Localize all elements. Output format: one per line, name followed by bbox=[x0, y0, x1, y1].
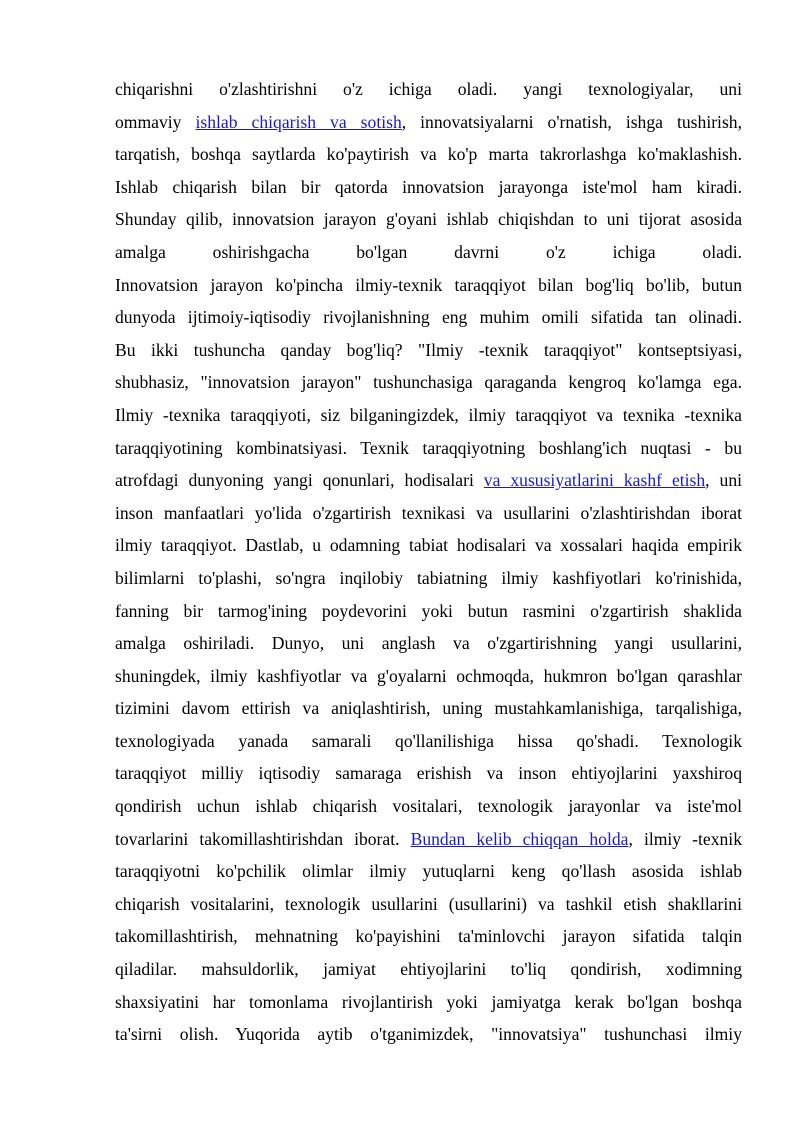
text-line bbox=[115, 334, 742, 367]
text-run: chiqarish vositalarini, texnologik usullarini (usullarini) va tashkil etish shakllarini bbox=[115, 893, 742, 914]
text-run: takomillashtirish, mehnatning ko'payishini ta'minlovchi jarayon sifatida talqin bbox=[115, 926, 742, 947]
text-line bbox=[115, 986, 742, 1019]
text-line bbox=[115, 301, 742, 334]
text-run: taraqqiyotining kombinatsiyasi. Texnik taraqqiyotning boshlang'ich nuqtasi - bu bbox=[115, 437, 742, 458]
text-line bbox=[115, 920, 742, 953]
text-run: taraqqiyot milliy iqtisodiy samaraga erishish va inson ehtiyojlarini yaxshiroq bbox=[115, 763, 742, 784]
text-run: ommaviy bbox=[115, 111, 196, 132]
text-run: taraqqiyotni ko'pchilik olimlar ilmiy yutuqlarni keng qo'llash asosida ishlab bbox=[115, 861, 742, 882]
text-run: Ishlab chiqarish bilan bir qatorda innovatsion jarayonga iste'mol ham kiradi. bbox=[115, 176, 742, 197]
hyperlink[interactable]: ishlab chiqarish va sotish bbox=[195, 111, 402, 132]
text-line bbox=[115, 171, 742, 204]
text-line bbox=[115, 888, 742, 921]
text-run: shuningdek, ilmiy kashfiyotlar va g'oyalarni ochmoqda, hukmron bo'lgan qarashlar bbox=[115, 665, 742, 686]
text-line bbox=[115, 725, 742, 758]
text-run: tovarlarini takomillashtirishdan iborat. bbox=[115, 828, 411, 849]
text-run: bilimlarni to'plashi, so'ngra inqilobiy tabiatning ilmiy kashfiyotlari ko'rinishida, bbox=[115, 567, 742, 588]
text-line bbox=[115, 366, 742, 399]
text-run: shubhasiz, "innovatsion jarayon" tushunchasiga qaraganda kengroq ko'lamga ega. bbox=[115, 372, 742, 393]
text-line bbox=[115, 823, 742, 856]
text-line bbox=[115, 432, 742, 465]
text-line bbox=[115, 855, 742, 888]
text-run: atrofdagi dunyoning yangi qonunlari, hodisalari bbox=[115, 470, 484, 491]
text-run: amalga oshiriladi. Dunyo, uni anglash va o'zgartirishning yangi usullarini, bbox=[115, 633, 742, 654]
text-run: Bu ikki tushuncha qanday bog'liq? "Ilmiy -texnik taraqqiyot" kontseptsiyasi, bbox=[115, 339, 742, 360]
text-line bbox=[115, 236, 742, 269]
text-run: , innovatsiyalarni o'rnatish, ishga tushirish, bbox=[401, 111, 742, 132]
text-run: dunyoda ijtimoiy-iqtisodiy rivojlanishning eng muhim omili sifatida tan olinadi. bbox=[115, 307, 742, 328]
text-line bbox=[115, 1018, 742, 1051]
text-line bbox=[115, 73, 742, 106]
text-line bbox=[115, 953, 742, 986]
text-run: Shunday qilib, innovatsion jarayon g'oyani ishlab chiqishdan to uni tijorat asosida bbox=[115, 209, 742, 230]
text-line bbox=[115, 757, 742, 790]
text-line bbox=[115, 497, 742, 530]
text-line bbox=[115, 595, 742, 628]
text-line bbox=[115, 464, 742, 497]
text-line bbox=[115, 203, 742, 236]
text-run: Ilmiy -texnika taraqqiyoti, siz bilganingizdek, ilmiy taraqqiyot va texnika -texnika bbox=[115, 404, 742, 425]
text-line bbox=[115, 529, 742, 562]
document-body bbox=[115, 73, 742, 1051]
text-line bbox=[115, 399, 742, 432]
text-line bbox=[115, 106, 742, 139]
text-line bbox=[115, 790, 742, 823]
text-line bbox=[115, 627, 742, 660]
text-run: shaxsiyatini har tomonlama rivojlantirish yoki jamiyatga kerak bo'lgan boshqa bbox=[115, 991, 742, 1012]
text-run: qiladilar. mahsuldorlik, jamiyat ehtiyojlarini to'liq qondirish, xodimning bbox=[115, 959, 742, 980]
text-line bbox=[115, 660, 742, 693]
text-line bbox=[115, 269, 742, 302]
text-run: fanning bir tarmog'ining poydevorini yoki butun rasmini o'zgartirish shaklida bbox=[115, 600, 742, 621]
text-line bbox=[115, 138, 742, 171]
text-run: texnologiyada yanada samarali qo'llanilishiga hissa qo'shadi. Texnologik bbox=[115, 730, 742, 751]
text-run: ta'sirni olish. Yuqorida aytib o'tganimizdek, "innovatsiya" tushunchasi ilmiy bbox=[115, 1024, 742, 1045]
hyperlink[interactable]: va xususiyatlarini kashf etish bbox=[483, 470, 706, 491]
text-run: , uni bbox=[705, 470, 742, 491]
text-run: inson manfaatlari yo'lida o'zgartirish texnikasi va usullarini o'zlashtirishdan iborat bbox=[115, 502, 742, 523]
text-line bbox=[115, 692, 742, 725]
text-run: , ilmiy -texnik bbox=[628, 828, 742, 849]
text-run: amalga oshirishgacha bo'lgan davrni o'z ichiga oladi. bbox=[115, 241, 742, 262]
text-run: tarqatish, boshqa saytlarda ko'paytirish va ko'p marta takrorlashga ko'maklashish. bbox=[115, 144, 742, 165]
text-run: tizimini davom ettirish va aniqlashtirish, uning mustahkamlanishiga, tarqalishiga, bbox=[115, 698, 742, 719]
text-run: qondirish uchun ishlab chiqarish vositalari, texnologik jarayonlar va iste'mol bbox=[115, 796, 742, 817]
text-run: chiqarishni o'zlashtirishni o'z ichiga oladi. yangi texnologiyalar, uni bbox=[115, 79, 742, 99]
text-line bbox=[115, 562, 742, 595]
text-run: ilmiy taraqqiyot. Dastlab, u odamning tabiat hodisalari va xossalari haqida empirik bbox=[115, 535, 742, 556]
hyperlink[interactable]: Bundan kelib chiqqan holda bbox=[410, 828, 629, 849]
text-run: Innovatsion jarayon ko'pincha ilmiy-texnik taraqqiyot bilan bog'liq bo'lib, butun bbox=[115, 274, 742, 295]
